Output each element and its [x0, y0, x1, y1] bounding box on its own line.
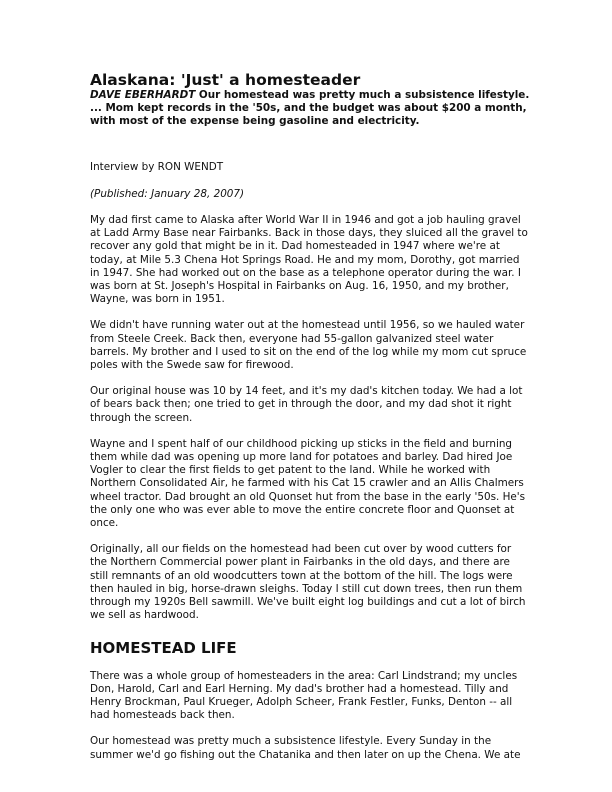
deck-text: Our homestead was pretty much a subsistence lifestyle. ... Mom kept records in the '50s, and the budget was about $200 a month, with most of the expense being gasoline and electricity. — [90, 89, 530, 128]
paragraph: Wayne and I spent half of our childhood picking up sticks in the field and burning them while dad was opening up more land for potatoes and barley. Dad hired Joe Vogler to clear the first fields to get patent to the land. While he worked with Northern Consolidated Air, he farmed with his Cat 15 crawler and an Allis Chalmers wheel tractor. Dad brought an old Quonset hut from the base in the early '50s. He's the only one who was ever able to move the entire concrete floor and Quonset at once. — [90, 437, 526, 530]
article-title: Alaskana: 'Just' a homesteader — [90, 71, 361, 89]
article-deck — [90, 89, 530, 129]
paragraph: Our original house was 10 by 14 feet, and it's my dad's kitchen today. We had a lot of bears back then; one tried to get in through the door, and my dad shot it right through the screen. — [90, 385, 523, 424]
paragraph: My dad first came to Alaska after World War II in 1946 and got a job hauling gravel at Ladd Army Base near Fairbanks. Back in those days, they sluiced all the gravel to recover any gold that might be in it. Dad homesteaded in 1947 where we're at today, at Mile 5.3 Chena Hot Springs Road. He and my mom, Dorothy, got married in 1947. She had worked out on the base as a telephone operator during the war. I was born at St. Joseph's Hospital in Fairbanks on Aug. 16, 1950, and my brother, Wayne, was born in 1951. — [90, 214, 528, 306]
paragraph: Originally, all our fields on the homestead had been cut over by wood cutters for the Northern Commercial power plant in Fairbanks in the old days, and there are still remnants of an old woodcutters town at the bottom of the hill. The logs were then hauled in big, horse-drawn sleighs. Today I still cut down trees, then run them through my 1920s Bell sawmill. We've built eight log buildings and cut a lot of birch we sell as hardwood. — [90, 543, 526, 622]
article — [90, 71, 530, 762]
paragraph: There was a whole group of homesteaders in the area: Carl Lindstrand; my uncles Don, Harold, Carl and Earl Herning. My dad's brother had a homestead. Tilly and Henry Brockman, Paul Krueger, Adolph Scheer, Frank Festler, Funks, Denton -- all had homesteads back then. — [90, 669, 518, 722]
deck-name: DAVE EBERHARDT — [90, 89, 196, 101]
section-heading: HOMESTEAD LIFE — [90, 638, 237, 657]
byline: Interview by RON WENDT — [90, 160, 224, 173]
published-date: (Published: January 28, 2007) — [90, 187, 245, 200]
paragraph: Our homestead was pretty much a subsistence lifestyle. Every Sunday in the summer we'd go fishing out the Chatanika and then later on up the Chena. We ate — [90, 735, 521, 761]
paragraph: We didn't have running water out at the homestead until 1956, so we hauled water from Steele Creek. Back then, everyone had 55-gallon galvanized steel water barrels. My brother and I used to sit on the end of the log while my mom cut spruce poles with the Swede saw for firewood. — [90, 319, 527, 372]
